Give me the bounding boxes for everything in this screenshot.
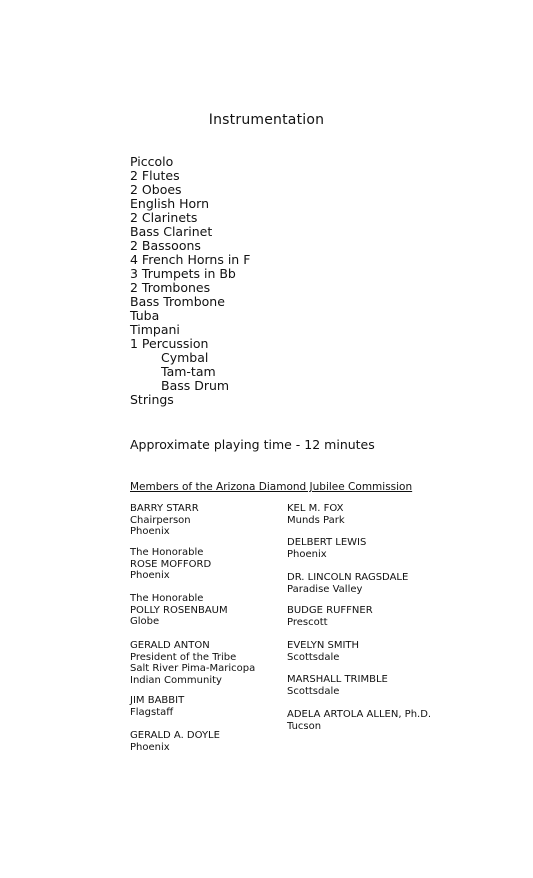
instrument-item: 4 French Horns in F (130, 252, 251, 267)
instrument-item: 1 Percussion (130, 336, 209, 351)
member-entry (130, 547, 211, 582)
instrument-item: 2 Oboes (130, 182, 182, 197)
member-line: The Honorable (130, 547, 204, 558)
member-line: Scottsdale (287, 685, 340, 697)
instrument-item: Bass Trombone (130, 294, 225, 309)
instrument-item: Bass Clarinet (130, 224, 213, 239)
instrument-list (130, 155, 250, 407)
member-entry (287, 537, 366, 560)
instrument-item: 2 Bassoons (130, 238, 201, 253)
member-line: DELBERT LEWIS (287, 537, 367, 548)
member-line: Prescott (287, 616, 328, 628)
member-entry (130, 695, 184, 718)
member-entry (287, 709, 431, 732)
playing-time: Approximate playing time - 12 minutes (130, 437, 375, 452)
member-line: Scottsdale (287, 651, 340, 663)
member-line: POLLY ROSENBAUM (130, 604, 228, 616)
member-line: MARSHALL TRIMBLE (287, 674, 388, 685)
member-entry (130, 730, 220, 753)
member-line: Salt River Pima-Maricopa (130, 663, 256, 674)
member-line: GERALD A. DOYLE (130, 730, 220, 741)
instrument-item: Tuba (130, 308, 160, 323)
member-entry (287, 605, 373, 628)
member-line: KEL M. FOX (287, 503, 344, 514)
members-heading: Members of the Arizona Diamond Jubilee Commission (130, 481, 413, 493)
member-line: Tucson (287, 720, 322, 732)
member-entry (287, 503, 345, 526)
member-line: Phoenix (287, 548, 327, 560)
member-entry (287, 640, 359, 663)
instrument-sub-item: Bass Drum (161, 378, 230, 393)
instrument-item: Strings (130, 392, 174, 407)
page-title: Instrumentation (208, 112, 325, 128)
instrument-item: Piccolo (130, 154, 174, 169)
member-line: President of the Tribe (130, 651, 237, 663)
instrument-item: 2 Clarinets (130, 210, 198, 225)
member-entry (130, 593, 228, 628)
instrument-sub-item: Tam-tam (161, 364, 216, 379)
instrument-item: English Horn (130, 196, 209, 211)
member-entry (130, 503, 199, 538)
member-line: Phoenix (130, 570, 170, 581)
instrument-item: 3 Trumpets in Bb (130, 266, 236, 281)
instrument-sub-item: Cymbal (161, 350, 209, 365)
member-line: EVELYN SMITH (287, 640, 360, 651)
member-entry (287, 572, 408, 595)
member-line: Munds Park (287, 514, 345, 526)
member-line: Phoenix (130, 526, 170, 537)
instrument-item: Timpani (130, 322, 180, 337)
member-line: BUDGE RUFFNER (287, 605, 373, 616)
member-line: JIM BABBIT (130, 695, 185, 706)
member-line: Flagstaff (130, 706, 174, 718)
member-line: DR. LINCOLN RAGSDALE (287, 572, 409, 583)
member-line: Indian Community (130, 674, 222, 686)
member-line: Globe (130, 616, 160, 627)
instrument-item: 2 Trombones (130, 280, 211, 295)
member-line: Chairperson (130, 514, 191, 526)
member-entry (287, 674, 388, 697)
instrument-item: 2 Flutes (130, 168, 180, 183)
member-line: ADELA ARTOLA ALLEN, Ph.D. (287, 709, 432, 720)
member-line: GERALD ANTON (130, 640, 210, 651)
member-line: Paradise Valley (287, 583, 363, 595)
member-entry (130, 640, 255, 686)
member-line: Phoenix (130, 741, 170, 753)
member-line: ROSE MOFFORD (130, 558, 212, 570)
member-line: BARRY STARR (130, 503, 199, 514)
member-line: The Honorable (130, 593, 204, 604)
